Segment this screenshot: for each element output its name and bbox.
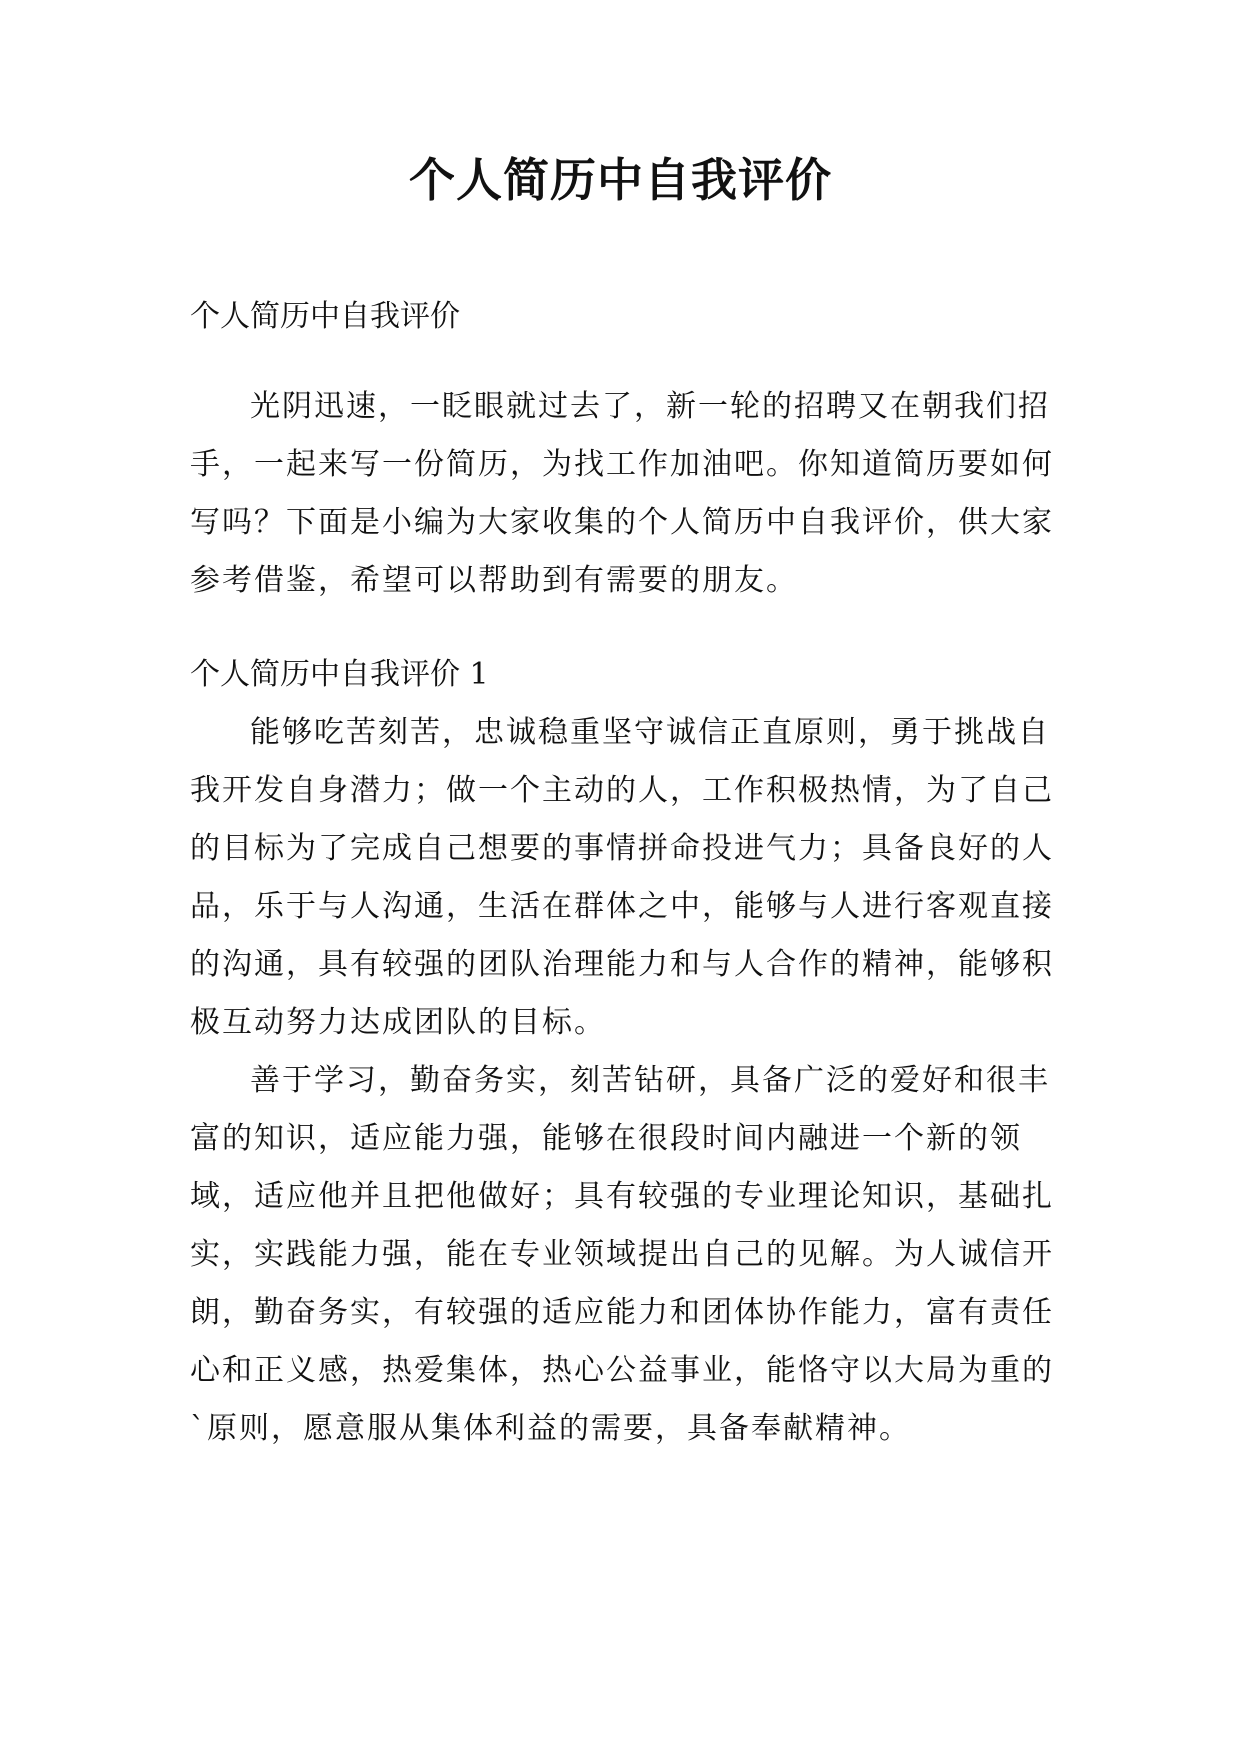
document-subtitle: 个人简历中自我评价 [190,299,460,334]
section-paragraph: 善于学习，勤奋务实，刻苦钻研，具备广泛的爱好和很丰富的知识，适应能力强，能够在很段时间内融进一个新的领域，适应他并且把他做好；具有较强的专业理论知识，基础扎实，实践能力强，能在专业领域提出自己的见解。为人诚信开朗，勤奋务实，有较强的适应能力和团体协作能力，富有责任心和正义感，热爱集体，热心公益事业，能恪守以大局为重的`原则，愿意服从集体利益的需要，具备奉献精神。 [190,1063,1054,1446]
section-paragraph: 能够吃苦刻苦，忠诚稳重坚守诚信正直原则，勇于挑战自我开发自身潜力；做一个主动的人，工作积极热情，为了自己的目标为了完成自己想要的事情拼命投进气力；具备良好的人品，乐于与人沟通，生活在群体之中，能够与人进行客观直接的沟通，具有较强的团队治理能力和与人合作的精神，能够积极互动努力达成团队的目标。 [190,715,1054,1040]
spacer [190,346,1060,378]
spacer [190,610,1060,646]
intro-paragraph: 光阴迅速，一眨眼就过去了，新一轮的招聘又在朝我们招手，一起来写一份简历，为找工作加油吧。你知道简历要如何写吗？下面是小编为大家收集的个人简历中自我评价，供大家参考借鉴，希望可以帮助到有需要的朋友。 [190,389,1054,598]
document-title: 个人简历中自我评价 [409,153,832,207]
document-body [190,288,1060,1458]
section-heading: 个人简历中自我评价 1 [190,657,489,692]
